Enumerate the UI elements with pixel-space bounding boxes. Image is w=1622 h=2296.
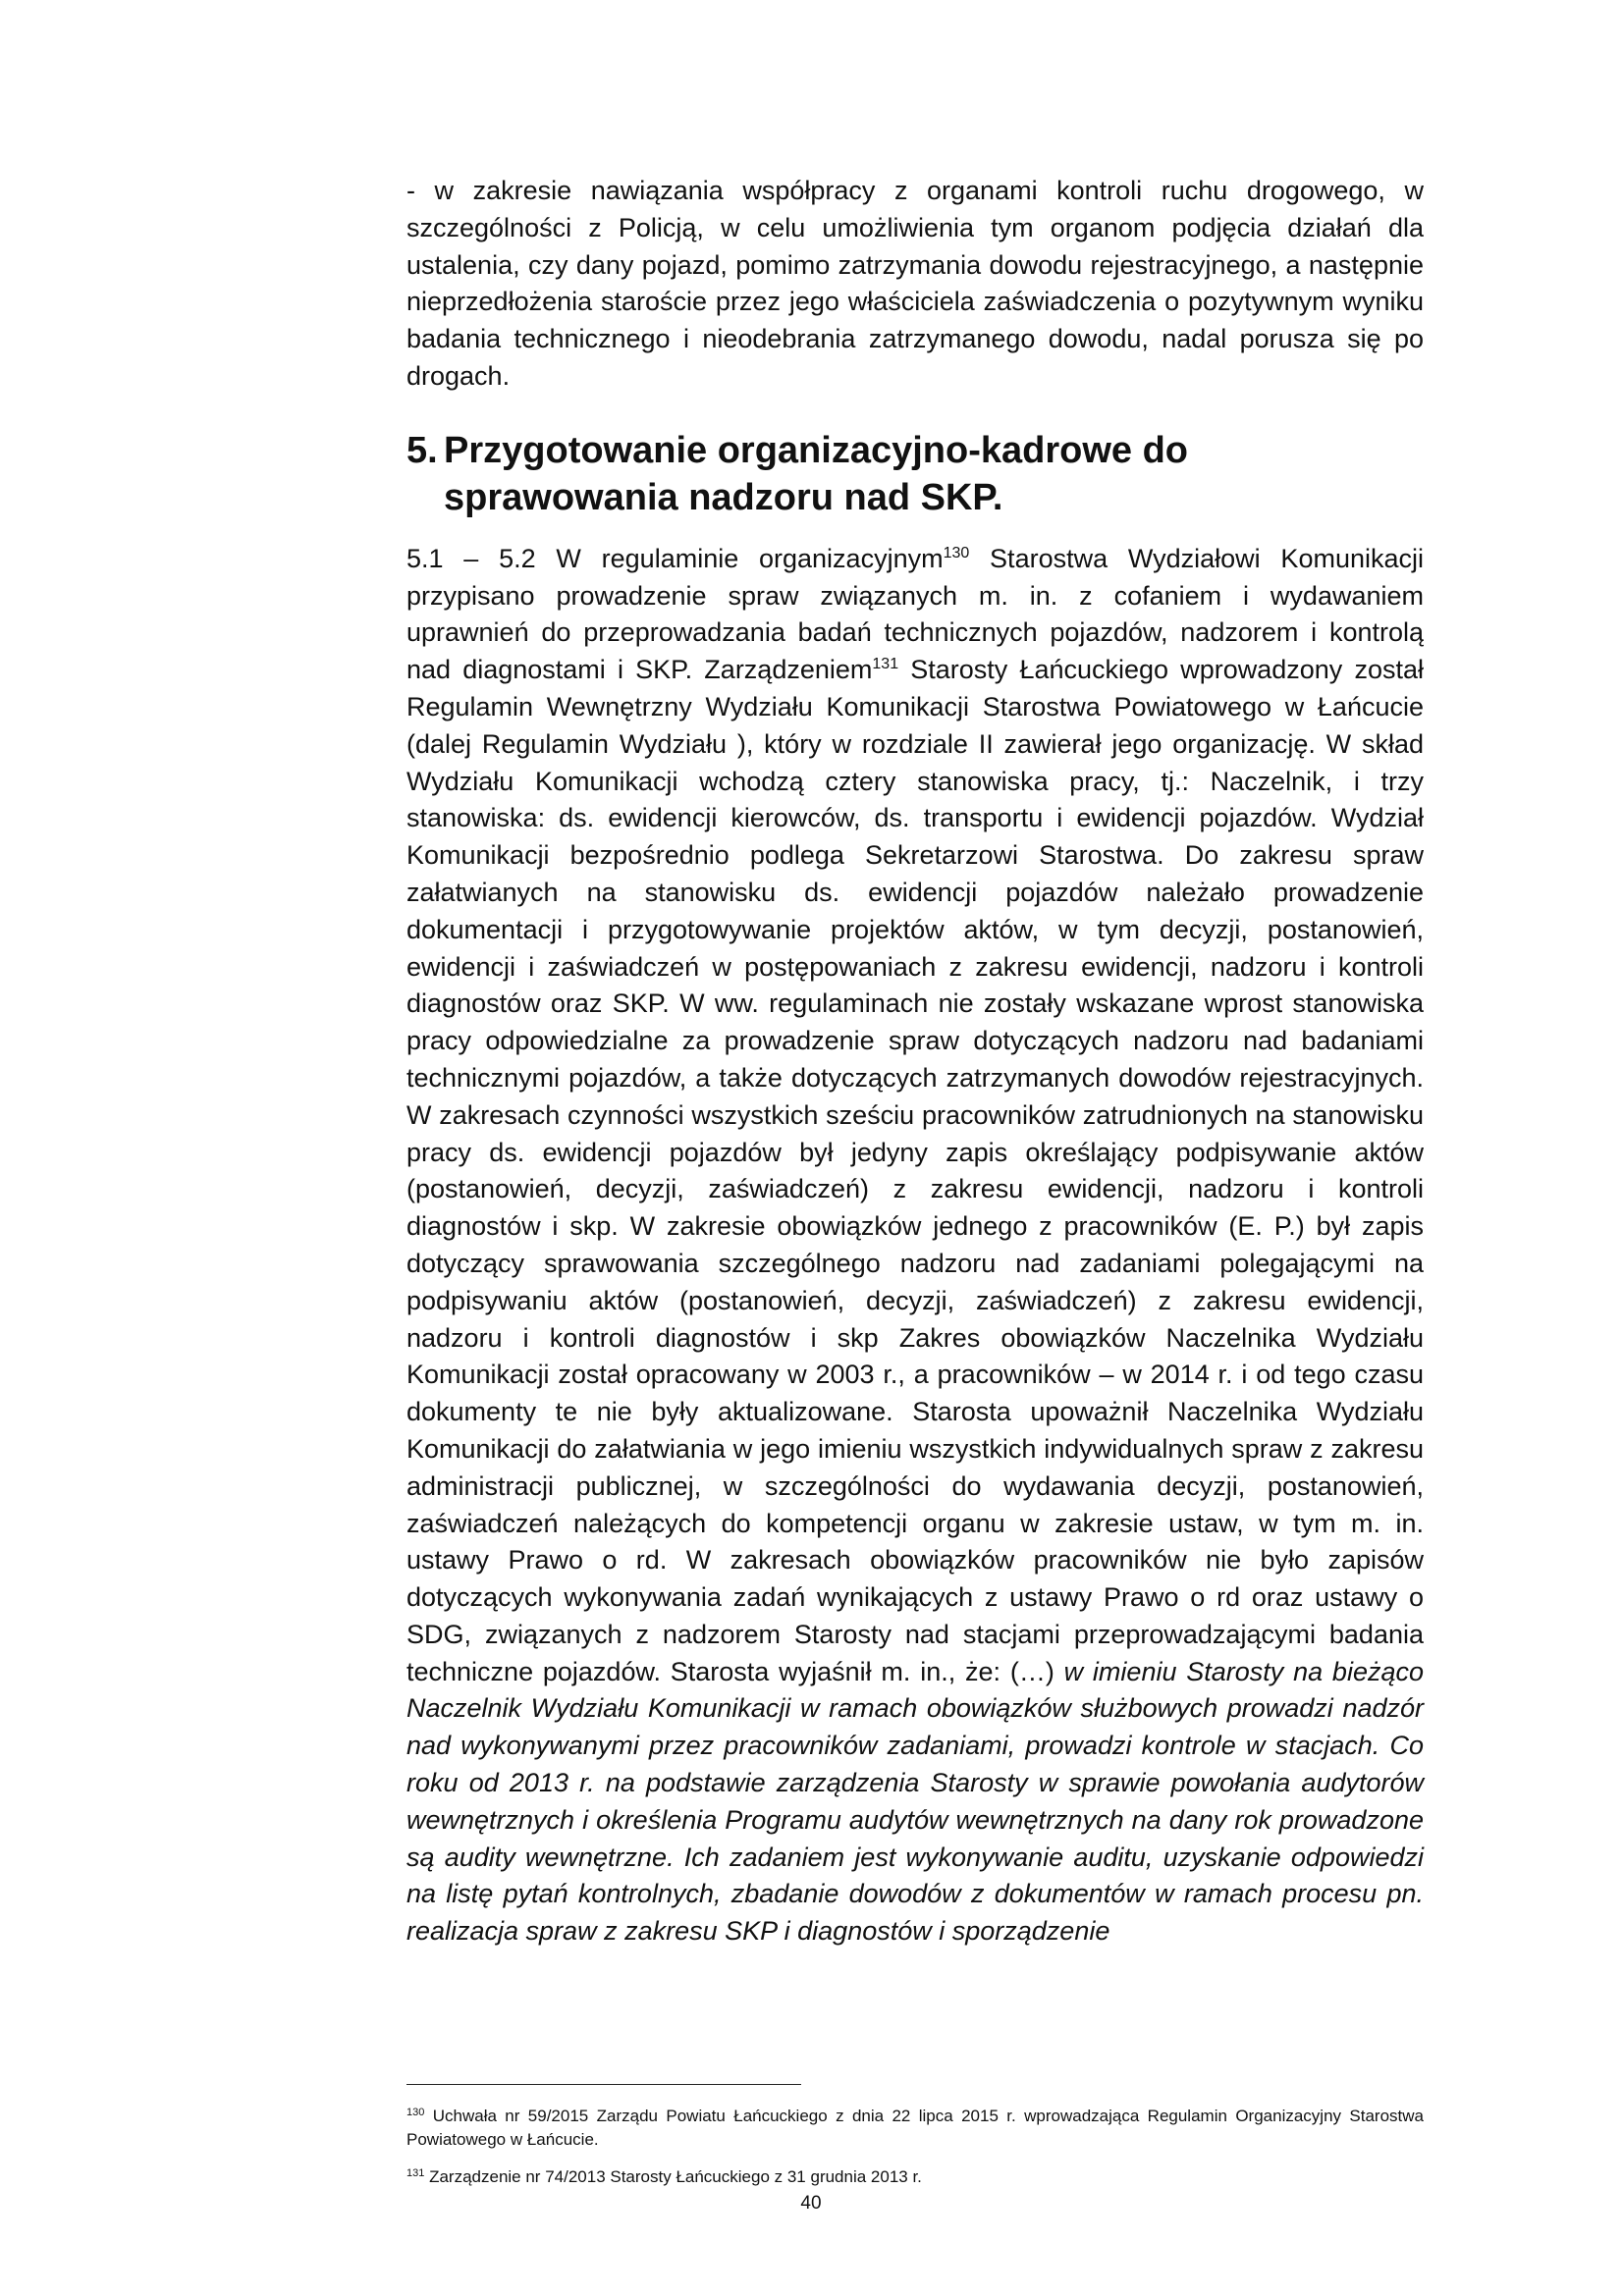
quoted-explanation: w imieniu Starosty na bieżąco Naczelnik Wydziału Komunikacji w ramach obowiązków służbowych prowadzi nadzór nad wykonywanymi przez pracowników zadaniami, prowadzi kontrole w stacjach. Co roku od 2013 r. na podstawie zarządzenia Starosty w sprawie powołania audytorów wewnętrznych i określenia Programu audytów wewnętrznych na dany rok prowadzone są audity wewnętrzne. Ich zadaniem jest wykonywanie auditu, uzyskanie odpowiedzi na listę pytań kontrolnych, zbadanie dowodów z dokumentów w ramach procesu pn. realizacja spraw z zakresu SKP i diagnostów i sporządzenie (406, 1656, 1424, 1947)
footnote-text: Uchwała nr 59/2015 Zarządu Powiatu Łańcuckiego z dnia 22 lipca 2015 r. wprowadzająca Regulamin Organizacyjny Starostwa Powiatowego w Łańcucie. (406, 2107, 1424, 2149)
body-paragraph (406, 541, 1424, 1950)
footnote-number: 131 (406, 2167, 425, 2179)
page-content (406, 173, 1424, 1950)
body-text-3: Starosty Łańcuckiego wprowadzony został Regulamin Wewnętrzny Wydziału Komunikacji Starostwa Powiatowego w Łańcucie (dalej Regulamin Wydziału ), który w rozdziale II zawierał jego organizację. W skład Wydziału Komunikacji wchodzą cztery stanowiska pracy, tj.: Naczelnik, i trzy stanowiska: ds. ewidencji kierowców, ds. transportu i ewidencji pojazdów. Wydział Komunikacji bezpośrednio podlega Sekretarzowi Starostwa. Do zakresu spraw załatwianych na stanowisku ds. ewidencji pojazdów należało prowadzenie dokumentacji i przygotowywanie projektów aktów, w tym decyzji, postanowień, ewidencji i zaświadczeń w postępowaniach z zakresu ewidencji, nadzoru i kontroli diagnostów oraz SKP. W ww. regulaminach nie zostały wskazane wprost stanowiska pracy odpowiedzialne za prowadzenie spraw dotyczących nadzoru nad badaniami technicznymi pojazdów, a także dotyczących zatrzymanych dowodów rejestracyjnych. W zakresach czynności wszystkich sześciu pracowników zatrudnionych na stanowisku pracy ds. ewidencji pojazdów był jedyny zapis określający podpisywanie aktów (postanowień, decyzji, zaświadczeń) z zakresu ewidencji, nadzoru i kontroli diagnostów i skp. W zakresie obowiązków jednego z pracowników (E. P.) był zapis dotyczący sprawowania szczególnego nadzoru nad zadaniami polegającymi na podpisywaniu aktów (postanowień, decyzji, zaświadczeń) z zakresu ewidencji, nadzoru i kontroli diagnostów i skp Zakres obowiązków Naczelnika Wydziału Komunikacji został opracowany w 2003 r., a pracowników – w 2014 r. i od tego czasu dokumenty te nie były aktualizowane. Starosta upoważnił Naczelnika Wydziału Komunikacji do załatwiania w jego imieniu wszystkich indywidualnych spraw z zakresu administracji publicznej, w szczególności do wydawania decyzji, postanowień, zaświadczeń należących do kompetencji organu w zakresie ustaw, w tym m. in. ustawy Prawo o rd. W zakresach obowiązków pracowników nie było zapisów dotyczących wykonywania zadań wynikających z ustawy Prawo o rd oraz ustawy o SDG, związanych z nadzorem Starosty nad stacjami przeprowadzającymi badania techniczne pojazdów. Starosta wyjaśnił m. in., że: (…) (406, 655, 1424, 1686)
footnotes (406, 2105, 1424, 2203)
footnote-separator (406, 2084, 801, 2085)
section-heading (406, 427, 1424, 521)
footnote-ref-130[interactable]: 130 (943, 544, 970, 561)
section-number: 5. (406, 429, 438, 471)
footnote-130 (406, 2105, 1424, 2152)
section-title: Przygotowanie organizacyjno-kadrowe do sprawowania nadzoru nad SKP. (444, 429, 1189, 518)
intro-paragraph: - w zakresie nawiązania współpracy z organami kontroli ruchu drogowego, w szczególności z Policją, w celu umożliwienia tym organom podjęcia działań dla ustalenia, czy dany pojazd, pomimo zatrzymania dowodu rejestracyjnego, a następnie nieprzedłożenia staroście przez jego właściciela zaświadczenia o pozytywnym wyniku badania technicznego i nieodebrania zatrzymanego dowodu, nadal porusza się po drogach. (406, 176, 1424, 391)
footnote-number: 130 (406, 2107, 425, 2118)
footnote-text: Zarządzenie nr 74/2013 Starosty Łańcuckiego z 31 grudnia 2013 r. (424, 2167, 922, 2186)
footnote-131 (406, 2165, 1424, 2189)
body-text-1: 5.1 – 5.2 W regulaminie organizacyjnym (406, 543, 944, 573)
footnote-ref-131[interactable]: 131 (872, 656, 899, 673)
body-text-2: Starostwa Wydziałowi Komunikacji przypisano prowadzenie spraw związanych m. in. z cofaniem i wydawaniem uprawnień do przeprowadzania badań technicznych pojazdów, nadzorem i kontrolą nad diagnostami i SKP. Zarządzeniem (406, 543, 1424, 685)
page-number: 40 (800, 2193, 822, 2214)
